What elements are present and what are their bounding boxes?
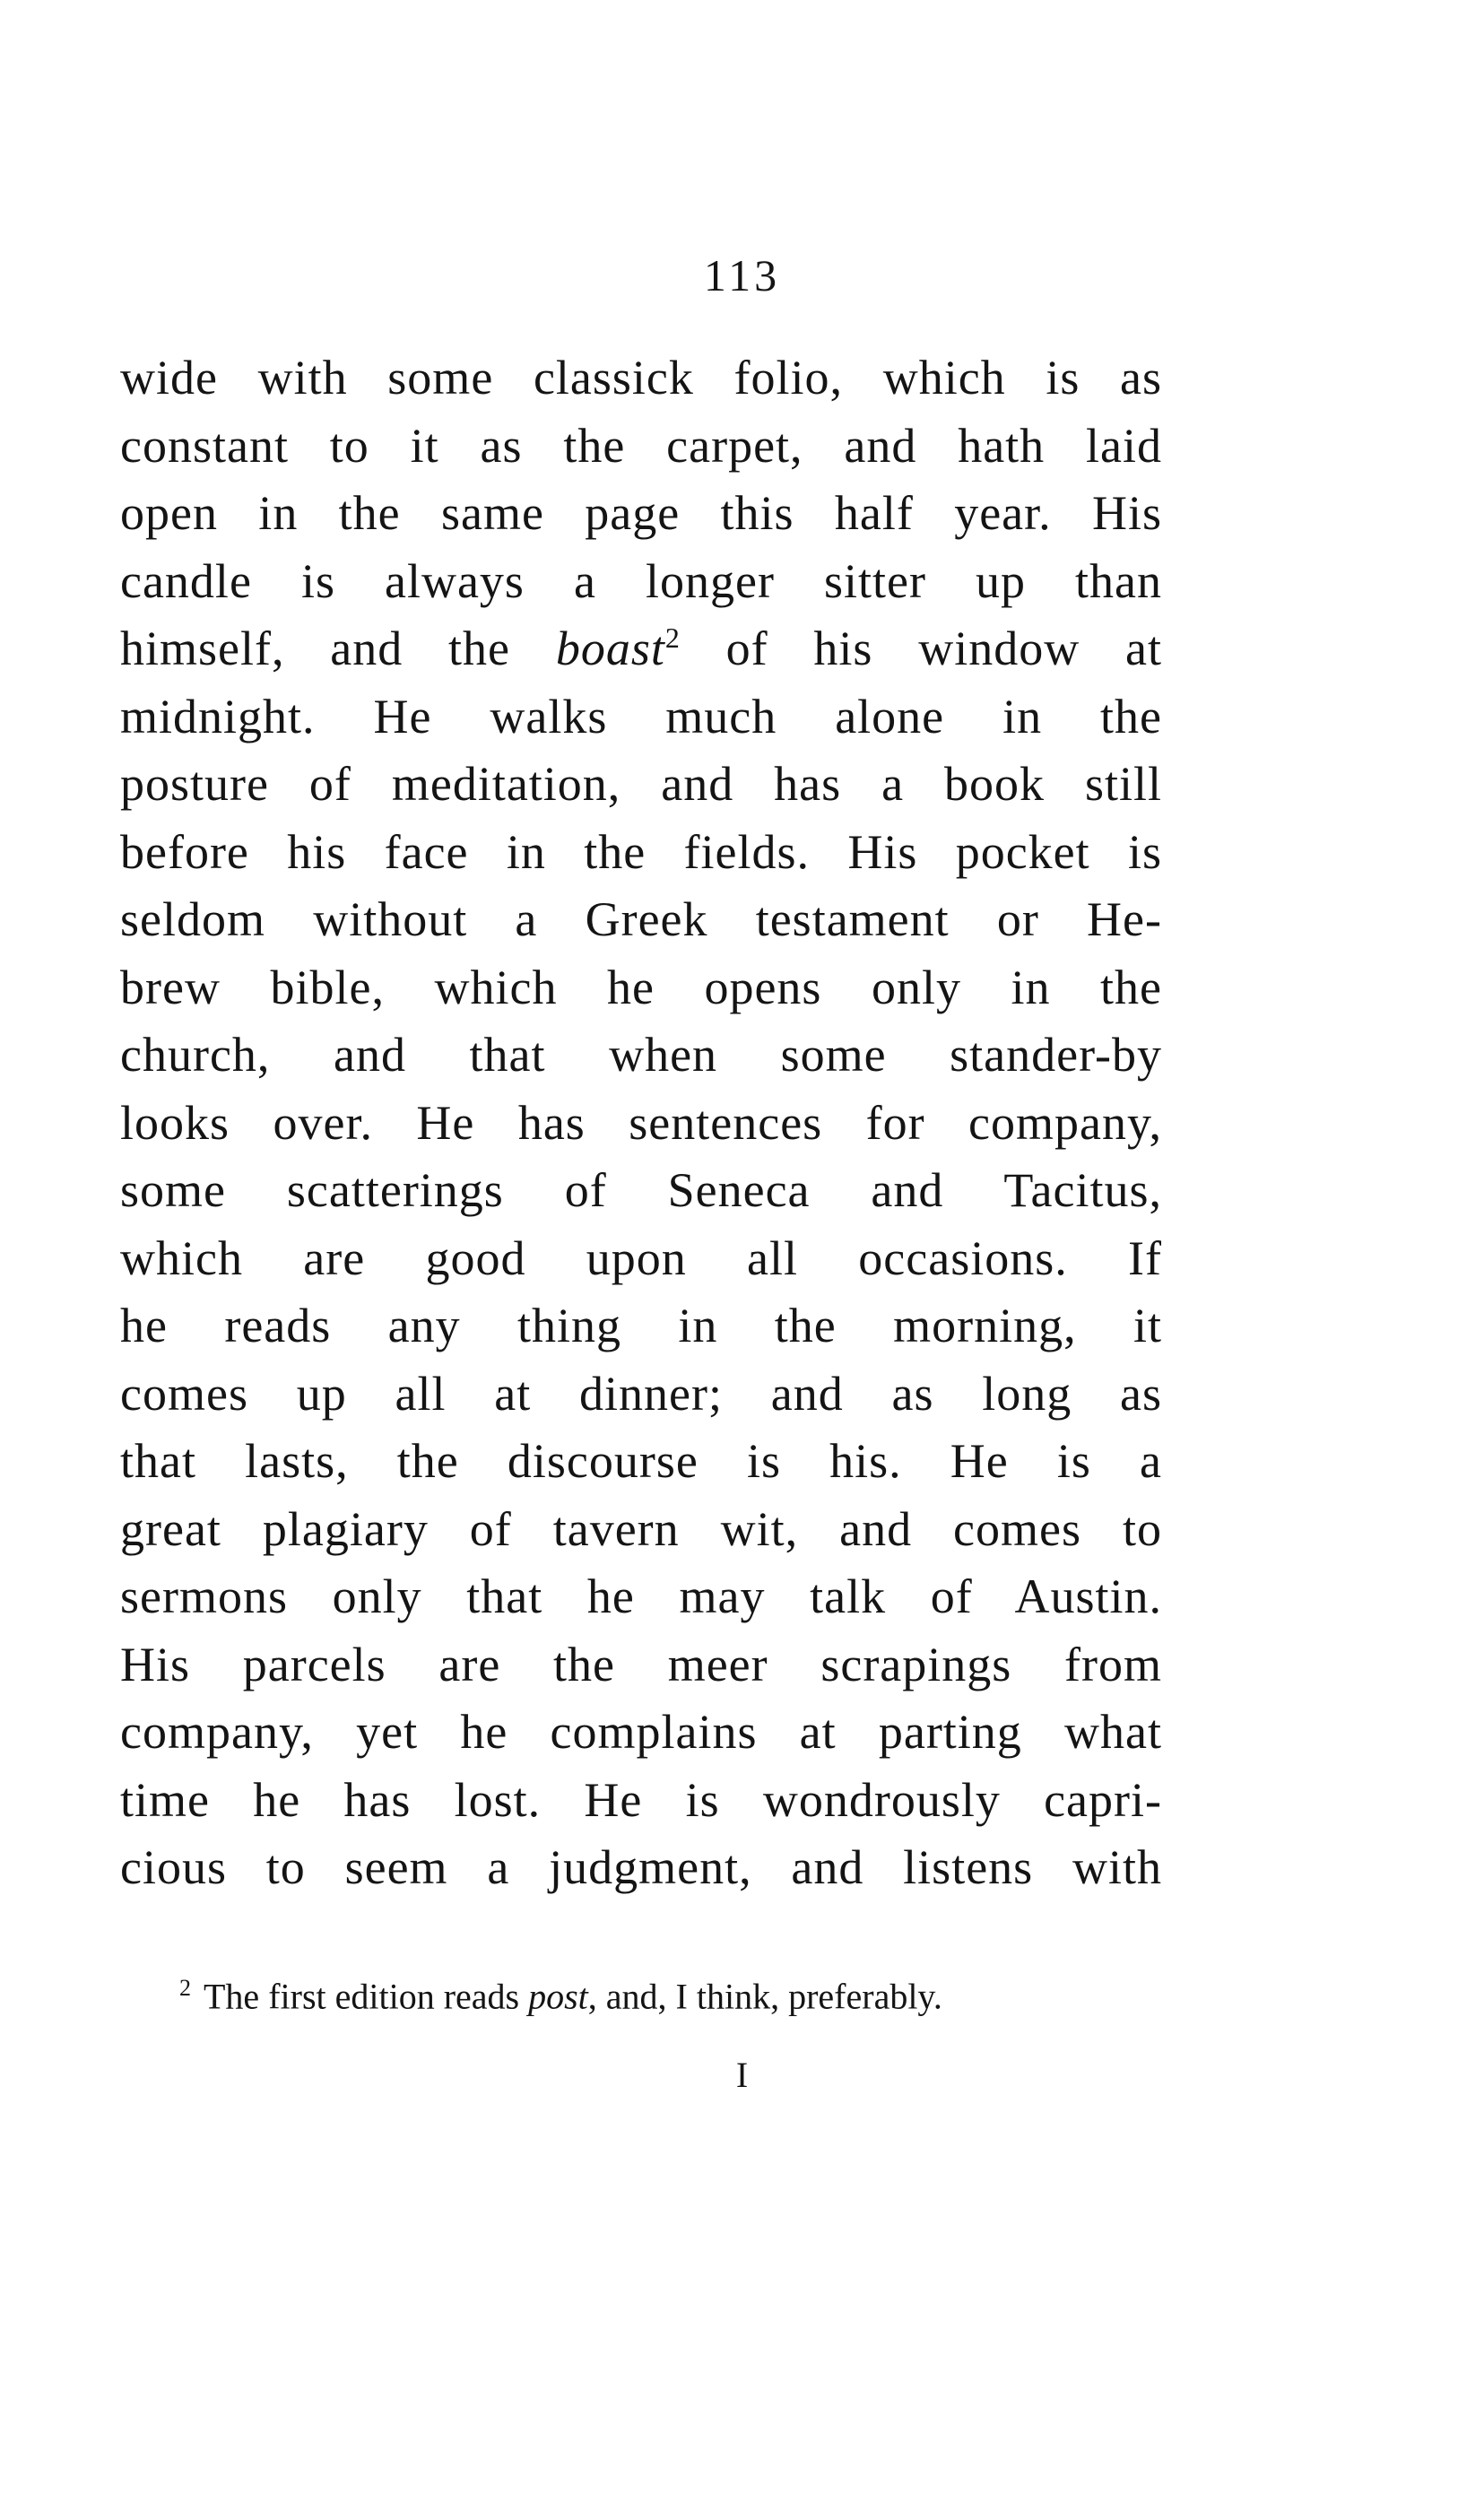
text-line: posture of meditation, and has a book still	[120, 757, 1162, 811]
footnote-italic-word: post	[528, 1976, 588, 2017]
footnote-mark: 2	[179, 1975, 191, 2001]
footnote-text-after: , and, I think, preferably.	[587, 1976, 942, 2017]
text-line: seldom without a Greek testament or He-	[120, 892, 1162, 946]
italic-word: boast	[555, 622, 665, 675]
text-line: looks over. He has sentences for company,	[120, 1095, 1162, 1150]
text-line-with-footnote-ref	[120, 615, 1162, 683]
text-line: great plagiary of tavern wit, and comes to	[120, 1501, 1162, 1556]
text-line: time he has lost. He is wondrously capri-	[120, 1772, 1162, 1827]
text-line: candle is always a longer sitter up than	[120, 553, 1162, 608]
text-line: open in the same page this half year. His	[120, 486, 1162, 540]
text-line: wide with some classick folio, which is as	[120, 351, 1162, 404]
text-line: cious to seem a judgment, and listens with	[120, 1840, 1162, 1894]
footnote-reference: 2	[664, 622, 681, 654]
text-line: which are good upon all occasions. If	[120, 1230, 1162, 1285]
footnote-text-before: The first edition reads	[204, 1976, 520, 2017]
text-line: he reads any thing in the morning, it	[120, 1299, 1162, 1352]
text-line: constant to it as the carpet, and hath laid	[120, 418, 1162, 473]
body-text	[120, 344, 1162, 1902]
text-line: His parcels are the meer scrapings from	[120, 1637, 1162, 1691]
page-number: 113	[703, 250, 781, 300]
text-line: comes up all at dinner; and as long as	[120, 1366, 1162, 1421]
text-line: sermons only that he may talk of Austin.	[120, 1569, 1162, 1623]
footnote	[179, 1975, 1166, 2017]
text-line: that lasts, the discourse is his. He is a	[120, 1434, 1162, 1488]
text-line: church, and that when some stander-by	[120, 1028, 1162, 1082]
text-line: midnight. He walks much alone in the	[120, 689, 1162, 743]
text-line: before his face in the fields. His pocket is	[120, 824, 1162, 879]
text-line: brew bible, which he opens only in the	[120, 960, 1162, 1014]
text-line: some scatterings of Seneca and Tacitus,	[120, 1163, 1162, 1217]
text-line: company, yet he complains at parting what	[120, 1705, 1162, 1759]
signature-mark: I	[735, 2055, 749, 2095]
line-text-after: of his window at	[725, 622, 1162, 675]
line-text-before: himself, and the	[120, 622, 511, 675]
